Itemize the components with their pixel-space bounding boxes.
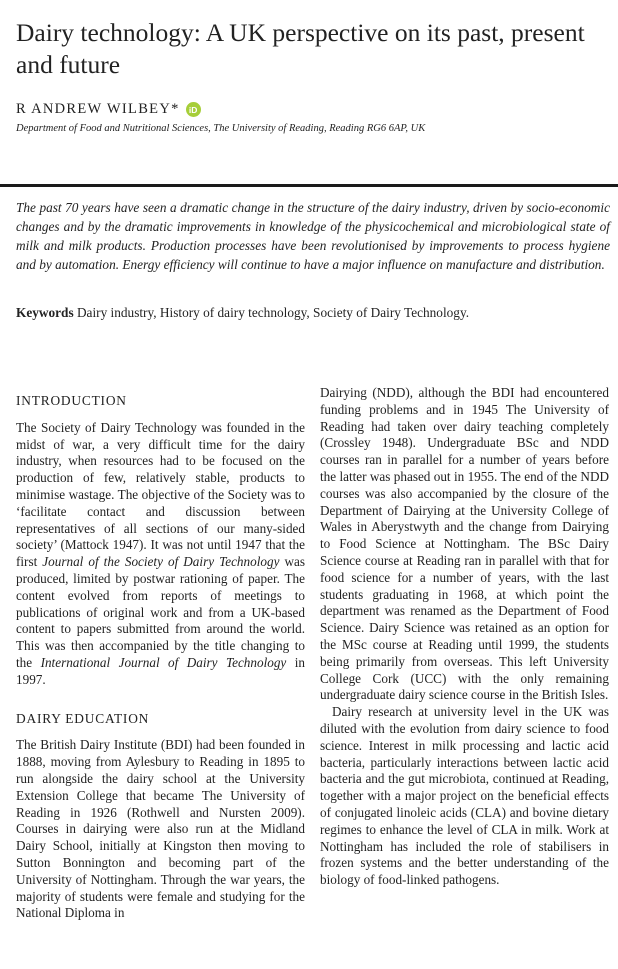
education-paragraph-2: Dairy research at university level in the UK was diluted with the evolution from dairy science to food science. Interest in milk processing and lactic acid bacteria, particularly interactions between lactic acid bacteria and the gut microbiota, continued at Reading, together with a major project on the beneficial effects of conjugated linoleic acids (CLA) and bovine dietary regimes to enhance the level of CLA in milk. Work at Nottingham has included the role of stabilisers in frozen systems and the better understanding of the biology of food-linked pathogens. — [320, 704, 609, 888]
journal-title-1: Journal of the Society of Dairy Technology — [42, 554, 280, 570]
education-paragraph-1-continued — [320, 385, 609, 704]
education-text-part-2: Dairying (NDD), although the BDI had encountered funding problems and in 1945 The University of Reading had taken over dairy teaching completely (Crossley 1948). Undergraduate BSc and NDD courses ran in parallel for a number of years before the latter was phased out in 1955. The end of the NDD courses was also accompanied by the closure of the Department of Dairying at the University College of Wales in Aberystwyth and the change from Dairying to Food Science at Nottingham. The BSc Dairy Science course at Reading ran in parallel with that for food science for a number of years, with the last students graduating in 1968, at which point the department was renamed as the Department of Food Science. Dairy Science was retained as an option for the MSc course at Reading until 1999, the students being primarily from overseas. This left University College Cork (UCC) with the only remaining undergraduate dairy science course in the British Isles. — [320, 385, 609, 703]
left-column — [16, 385, 305, 922]
affiliation: Department of Food and Nutritional Sciences, The University of Reading, Reading RG6 6AP, UK — [16, 123, 426, 134]
orcid-icon[interactable]: iD — [186, 102, 201, 117]
article-title: Dairy technology: A UK perspective on its past, present and future — [16, 18, 585, 79]
author-line — [16, 101, 201, 118]
section-heading-introduction: INTRODUCTION — [16, 393, 127, 408]
right-column — [320, 385, 609, 889]
header-divider — [0, 184, 618, 187]
education-paragraph-1 — [16, 737, 305, 922]
section-heading-dairy-education: DAIRY EDUCATION — [16, 710, 150, 726]
keywords-text: Dairy industry, History of dairy technology, Society of Dairy Technology. — [76, 305, 470, 320]
intro-text-b: was produced, limited by postwar rationing of paper. The content evolved from reports of meetings to publications of original work and from a UK-based content to papers submitted from around the world. This was then accompanied by the title changing to the — [16, 554, 305, 670]
keywords — [16, 303, 610, 322]
abstract: The past 70 years have seen a dramatic change in the structure of the dairy industry, driven by socio-economic changes and by the dramatic improvements in knowledge of the physicochemical and microbiological state of milk and milk products. Production processes have been revolutionised by improvements to process hygiene and by automation. Energy efficiency will continue to have a major influence on manufacture and distribution. — [16, 200, 610, 272]
author-name: R ANDREW WILBEY* — [16, 101, 180, 117]
keywords-label: Keywords — [16, 305, 74, 320]
journal-title-2: International Journal of Dairy Technology — [40, 654, 287, 670]
introduction-paragraph — [16, 420, 305, 689]
intro-text-a: The Society of Dairy Technology was founded in the midst of war, a very difficult time for the dairy industry, when resources had to be focused on the production of few, relatively stable, products to minimise wastage. The objective of the Society was to ‘facilitate contact and discussion between representatives of all sections of our many-sided society’ (Mattock 1947). It was not until 1947 that the first — [16, 419, 305, 570]
intro-text-c: in 1997. — [16, 654, 305, 687]
education-text-part-1: The British Dairy Institute (BDI) had been founded in 1888, moving from Aylesbury to Reading in 1895 to run alongside the dairy school at the University Extension College that became The University of Reading in 1926 (Rothwell and Nursten 2009). Courses in dairying were also run at the Midland Dairy School, initially at Kingston then moving to Sutton Bonnington and becoming part of the University of Nottingham. Through the war years, the majority of students were female and studying for the National Diploma in — [16, 737, 305, 921]
